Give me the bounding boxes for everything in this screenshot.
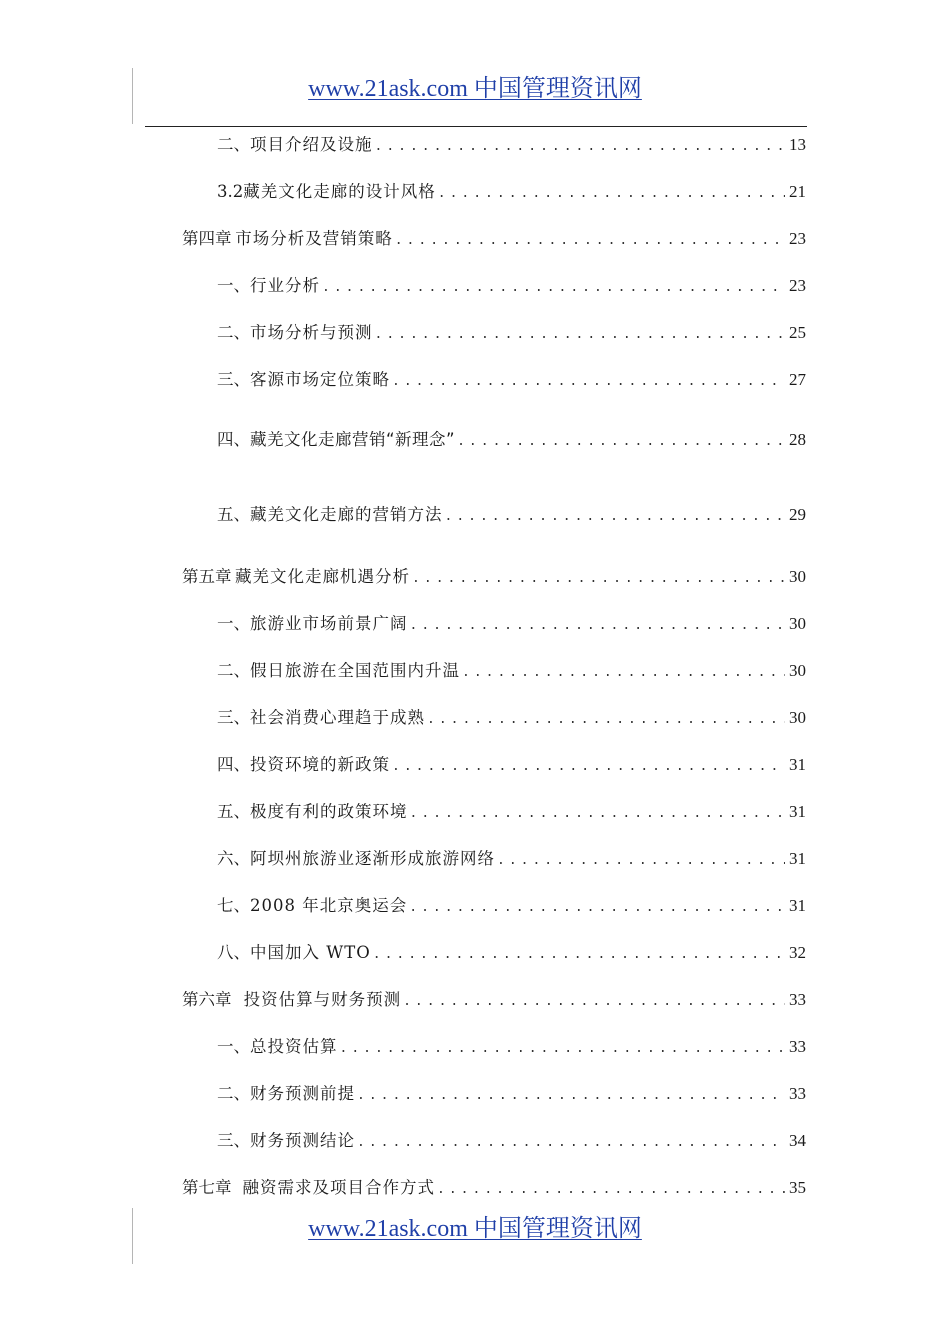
toc-dot-leader <box>395 230 785 252</box>
toc-chapter-number: 第四章 <box>182 229 232 248</box>
toc-entry-title: 藏羌文化走廊营销“新理念” <box>250 430 456 449</box>
toc-dot-leader <box>392 756 785 778</box>
toc-dot-leader <box>373 944 785 966</box>
toc-entry-title: 阿坝州旅游业逐渐形成旅游网络 <box>250 849 495 868</box>
toc-entry-title: 市场分析及营销策略 <box>235 229 393 248</box>
toc-entry-title: 极度有利的政策环境 <box>250 802 408 821</box>
toc-page-number: 29 <box>789 505 806 524</box>
toc-entry-number: 四、 <box>217 430 250 449</box>
toc-page-number: 31 <box>789 802 806 821</box>
toc-entry[interactable] <box>217 707 806 731</box>
toc-page-number: 21 <box>789 182 806 201</box>
toc-entry-number: 三、 <box>217 370 250 389</box>
toc-page-number: 30 <box>789 708 806 727</box>
toc-dot-leader <box>357 1085 785 1107</box>
toc-entry[interactable] <box>217 369 806 393</box>
toc-entry-number: 四、 <box>217 755 250 774</box>
toc-entry-title: 中国加入 WTO <box>250 943 371 962</box>
toc-page-number: 31 <box>789 755 806 774</box>
toc-dot-leader <box>497 850 785 872</box>
toc-dot-leader <box>403 991 785 1013</box>
toc-entry-title: 旅游业市场前景广阔 <box>250 614 408 633</box>
toc-entry-title: 行业分析 <box>250 276 320 295</box>
toc-dot-leader <box>427 709 785 731</box>
toc-chapter-number: 第六章 <box>182 990 232 1009</box>
toc-page-number: 32 <box>789 943 806 962</box>
toc-page-number: 33 <box>789 990 806 1009</box>
toc-entry[interactable] <box>217 801 806 825</box>
toc-page-number: 35 <box>789 1178 806 1197</box>
toc-entry[interactable] <box>217 1036 806 1060</box>
toc-entry-title: 投资估算与财务预测 <box>243 990 402 1009</box>
toc-page-number: 31 <box>789 849 806 868</box>
toc-page-number: 27 <box>789 370 806 389</box>
toc-entry[interactable] <box>217 1083 806 1107</box>
toc-chapter-entry[interactable] <box>182 228 806 252</box>
header-website-link[interactable]: www.21ask.com 中国管理资讯网 <box>308 76 642 102</box>
toc-entry-number: 一、 <box>217 614 250 633</box>
toc-chapter-number: 第五章 <box>182 567 232 586</box>
toc-entry-number: 3.2 <box>217 182 244 201</box>
toc-entry-title: 总投资估算 <box>250 1037 338 1056</box>
toc-entry-title: 2008 年北京奥运会 <box>250 896 408 915</box>
toc-page-number: 25 <box>789 323 806 342</box>
toc-page-number: 33 <box>789 1037 806 1056</box>
toc-entry-number: 八、 <box>217 943 250 962</box>
toc-entry-number: 五、 <box>217 802 250 821</box>
toc-entry-number: 七、 <box>217 896 250 915</box>
toc-dot-leader <box>410 615 786 637</box>
toc-page-number: 30 <box>789 567 806 586</box>
toc-entry-number: 五、 <box>217 505 250 524</box>
toc-dot-leader <box>412 568 785 590</box>
toc-chapter-entry[interactable] <box>182 1177 806 1201</box>
toc-entry-title: 项目介绍及设施 <box>250 135 373 154</box>
toc-entry[interactable] <box>217 134 806 158</box>
toc-entry[interactable] <box>217 181 806 205</box>
toc-entry-number: 三、 <box>217 708 250 727</box>
toc-entry[interactable] <box>217 275 806 299</box>
toc-entry-number: 一、 <box>217 276 250 295</box>
toc-dot-leader <box>375 324 786 346</box>
toc-entry[interactable] <box>217 895 806 919</box>
toc-entry-title: 财务预测结论 <box>250 1131 355 1150</box>
toc-entry-number: 一、 <box>217 1037 250 1056</box>
toc-entry-title: 假日旅游在全国范围内升温 <box>250 661 460 680</box>
toc-dot-leader <box>457 431 785 453</box>
toc-dot-leader <box>357 1132 785 1154</box>
toc-dot-leader <box>410 803 786 825</box>
toc-entry-number: 二、 <box>217 135 250 154</box>
toc-entry-title: 社会消费心理趋于成熟 <box>250 708 425 727</box>
toc-entry-title: 藏羌文化走廊的营销方法 <box>250 505 443 524</box>
toc-entry-title: 客源市场定位策略 <box>250 370 390 389</box>
toc-chapter-entry[interactable] <box>182 566 806 590</box>
toc-page-number: 30 <box>789 614 806 633</box>
toc-dot-leader <box>445 506 786 528</box>
toc-entry-number: 二、 <box>217 323 250 342</box>
toc-entry[interactable] <box>217 322 806 346</box>
toc-chapter-entry[interactable] <box>182 989 806 1013</box>
toc-entry-title: 藏羌文化走廊机遇分析 <box>235 567 411 586</box>
toc-entry[interactable] <box>217 660 806 684</box>
toc-dot-leader <box>322 277 785 299</box>
toc-entry[interactable] <box>217 942 806 966</box>
toc-dot-leader <box>392 371 785 393</box>
toc-dot-leader <box>375 136 786 158</box>
toc-entry-number: 三、 <box>217 1131 250 1150</box>
toc-dot-leader <box>437 1179 785 1201</box>
toc-dot-leader <box>409 897 785 919</box>
toc-page-number: 13 <box>789 135 806 154</box>
toc-dot-leader <box>462 662 785 684</box>
toc-entry[interactable] <box>217 848 806 872</box>
toc-entry-title: 融资需求及项目合作方式 <box>242 1178 436 1197</box>
toc-entry[interactable] <box>217 1130 806 1154</box>
toc-chapter-number: 第七章 <box>182 1178 232 1197</box>
footer-website-link[interactable]: www.21ask.com 中国管理资讯网 <box>308 1216 642 1242</box>
toc-entry[interactable] <box>217 429 806 453</box>
toc-entry-number: 二、 <box>217 661 250 680</box>
toc-entry[interactable] <box>217 754 806 778</box>
toc-page-number: 33 <box>789 1084 806 1103</box>
toc-entry-title: 投资环境的新政策 <box>250 755 390 774</box>
toc-entry[interactable] <box>217 504 806 528</box>
toc-dot-leader <box>438 183 785 205</box>
toc-page-number: 31 <box>789 896 806 915</box>
toc-page-number: 34 <box>789 1131 806 1150</box>
page-footer <box>0 1208 950 1243</box>
toc-page-number: 23 <box>789 276 806 295</box>
toc-dot-leader <box>340 1038 786 1060</box>
toc-entry[interactable] <box>217 613 806 637</box>
toc-page-number: 28 <box>789 430 806 449</box>
toc-entry-title: 财务预测前提 <box>250 1084 355 1103</box>
toc-page-number: 30 <box>789 661 806 680</box>
toc-entry-number: 二、 <box>217 1084 250 1103</box>
toc-entry-number: 六、 <box>217 849 250 868</box>
toc-entry-title: 市场分析与预测 <box>250 323 373 342</box>
toc-page-number: 23 <box>789 229 806 248</box>
toc-entry-title: 藏羌文化走廊的设计风格 <box>243 182 436 201</box>
